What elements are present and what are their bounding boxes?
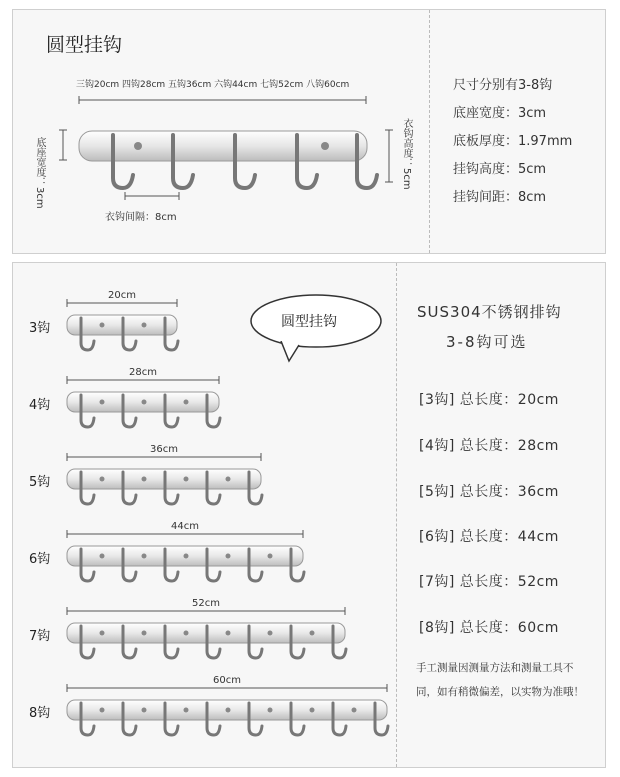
length-line-7: [7钩] 总长度：52cm — [419, 574, 559, 590]
length-line-6: [6钩] 总长度：44cm — [419, 529, 559, 545]
spec-line-4: 挂钩高度：5cm — [453, 162, 547, 177]
top-panel — [12, 9, 606, 254]
base-width-label: 底座宽度：3cm — [34, 137, 45, 209]
panel-heading: SUS304不锈钢排钩 — [417, 303, 562, 321]
rack-7-hooks — [67, 623, 346, 658]
length-text-7: 52cm — [192, 598, 220, 609]
row-label-3: 3钩 — [29, 321, 51, 336]
row-label-4: 4钩 — [29, 398, 51, 413]
length-text-6: 44cm — [171, 521, 199, 532]
row-label-7: 7钩 — [29, 629, 51, 644]
sizes-label: 三钩20cm 四钩28cm 五钩36cm 六钩44cm 七钩52cm 八钩60cm — [76, 80, 350, 90]
rack-8-hooks — [67, 700, 388, 735]
bubble-text: 圆型挂钩 — [281, 314, 337, 330]
rack-4-hooks — [67, 392, 220, 427]
top-title: 圆型挂钩 — [46, 34, 123, 56]
length-line-5: [5钩] 总长度：36cm — [419, 484, 559, 500]
row-label-5: 5钩 — [29, 475, 51, 490]
length-text-5: 36cm — [150, 444, 178, 455]
length-line-8: [8钩] 总长度：60cm — [419, 620, 559, 636]
hook-spacing-label: 衣钩间隔：8cm — [105, 212, 177, 223]
length-text-8: 60cm — [213, 675, 241, 686]
row-label-6: 6钩 — [29, 552, 51, 567]
row-label-8: 8钩 — [29, 706, 51, 721]
spec-line-3: 底板厚度：1.97mm — [453, 134, 573, 149]
length-line-4: [4钩] 总长度：28cm — [419, 438, 559, 454]
rack-3-hooks — [67, 315, 178, 350]
spec-line-1: 尺寸分别有3-8钩 — [453, 78, 553, 93]
rack-5-hooks — [67, 469, 262, 504]
spec-line-2: 底座宽度：3cm — [453, 106, 547, 121]
bottom-panel — [12, 262, 606, 768]
rack-6-hooks — [67, 546, 304, 581]
length-text-3: 20cm — [108, 290, 136, 301]
measurement-note: 手工测量因测量方法和测量工具不同，如有稍微偏差，以实物为准哦！ — [416, 662, 584, 698]
spec-line-5: 挂钩间距：8cm — [453, 190, 547, 205]
hook-height-label: 衣钩高度：5cm — [401, 118, 412, 190]
length-line-3: [3钩] 总长度：20cm — [419, 392, 559, 408]
length-text-4: 28cm — [129, 367, 157, 378]
panel-subheading: 3-8钩可选 — [446, 333, 528, 351]
